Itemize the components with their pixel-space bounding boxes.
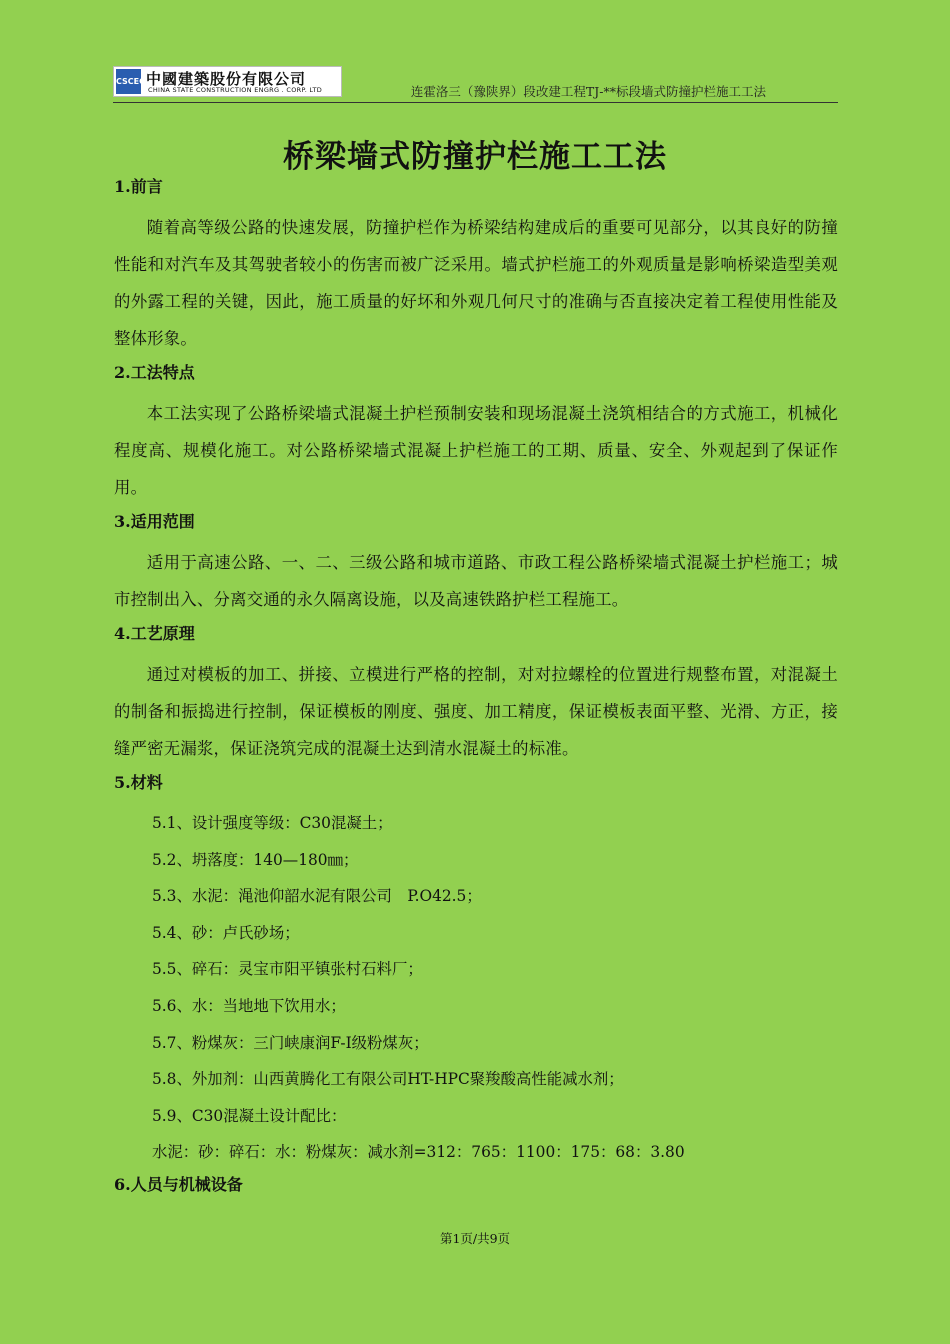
section-heading: 2.工法特点 [114,363,195,382]
page-number: 第1页/共9页 [439,1231,511,1246]
material-item: 5.9、C30混凝土设计配比： [152,1106,347,1125]
document-body [114,173,838,1207]
section-heading: 4.工艺原理 [114,624,195,643]
material-item: 5.1、设计强度等级：C30混凝土； [152,814,393,832]
mix-ratio-formula: 水泥：砂：碎石：水：粉煤灰：减水剂=312：765：1100：175：68：3.80 [152,1143,685,1162]
header-document-reference: 连霍洛三（豫陕界）段改建工程TJ-**标段墙式防撞护栏施工工法 [410,84,766,99]
section-heading: 1.前言 [114,177,163,196]
logo-chinese-name: 中國建築股份有限公司 [146,70,307,88]
document-title: 桥梁墙式防撞护栏施工工法 [283,139,667,175]
cscec-logo-icon: CSCEC [116,69,141,94]
page-header [113,66,838,103]
material-item: 5.2、坍落度：140—180㎜； [152,850,359,869]
material-item: 5.5、碎石：灵宝市阳平镇张村石料厂； [152,960,423,979]
logo-english-name: CHINA STATE CONSTRUCTION ENGRG . CORP. LTD [148,86,323,94]
material-item: 5.4、砂：卢氏砂场； [152,923,300,942]
section-paragraph: 适用于高速公路、一、二、三级公路和城市道路、市政工程公路桥梁墙式混凝土护栏施工；城市控制出入、分离交通的永久隔离设施，以及高速铁路护栏工程施工。 [114,553,838,609]
section-heading: 5.材料 [114,773,163,792]
material-item: 5.6、水：当地地下饮用水； [152,996,346,1015]
section-paragraph: 本工法实现了公路桥梁墙式混凝土护栏预制安装和现场混凝土浇筑相结合的方式施工，机械化程度高、规模化施工。对公路桥梁墙式混凝上护栏施工的工期、质量、安全、外观起到了保证作用。 [114,404,838,497]
material-item: 5.3、水泥：渑池仰韶水泥有限公司 P.O42.5； [152,887,482,906]
company-logo [113,66,342,97]
section-paragraph: 随着高等级公路的快速发展，防撞护栏作为桥梁结构建成后的重要可见部分，以其良好的防撞性能和对汽车及其驾驶者较小的伤害而被广泛采用。墙式护栏施工的外观质量是影响桥梁造型美观的外露工程的关键，因此，施工质量的好坏和外观几何尺寸的准确与否直接决定着工程使用性能及整体形象。 [114,218,838,348]
material-item: 5.8、外加剂：山西黄腾化工有限公司HT-HPC聚羧酸高性能减水剂； [152,1070,624,1089]
material-item: 5.7、粉煤灰：三门峡康润F-I级粉煤灰； [152,1033,429,1052]
section-heading: 6.人员与机械设备 [114,1174,243,1194]
section-paragraph: 通过对模板的加工、拼接、立模进行严格的控制，对对拉螺栓的位置进行规整布置，对混凝土的制备和振捣进行控制，保证模板的刚度、强度、加工精度，保证模板表面平整、光滑、方正，接缝严密无漏浆，保证浇筑完成的混凝土达到清水混凝土的标准。 [114,665,838,758]
section-heading: 3.适用范围 [114,512,195,531]
